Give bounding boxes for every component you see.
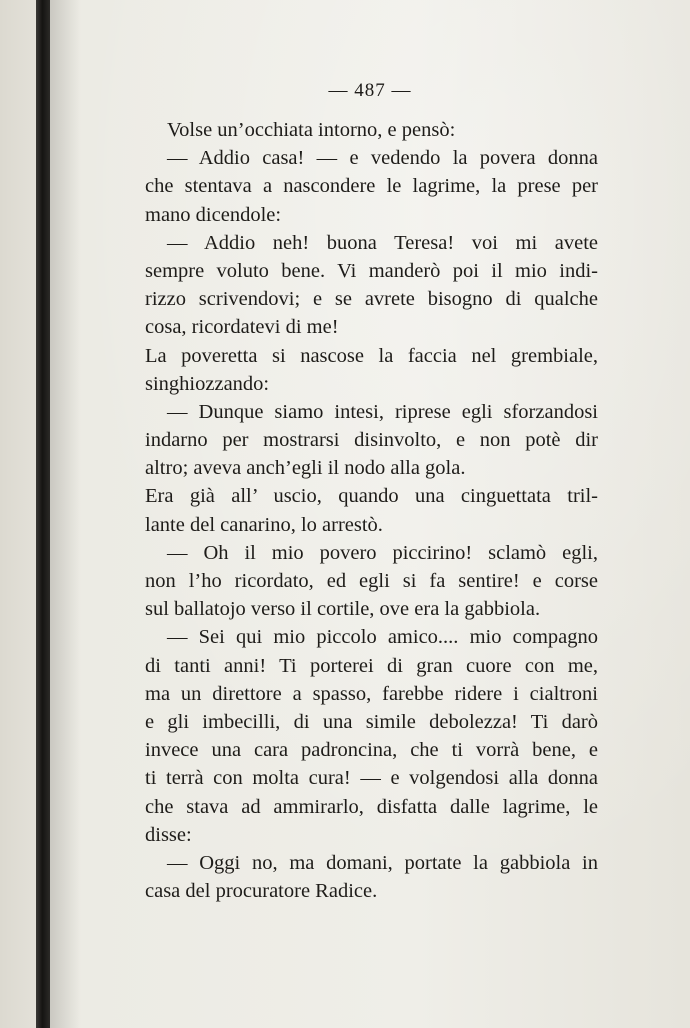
gutter-shadow [50,0,80,1028]
text-line: — Oggi no, ma domani, portate la gabbiola in [167,851,598,874]
text-line: singhiozzando: [145,372,270,395]
text-line: ti terrà con molta cura! — e volgendosi alla donna [145,767,598,790]
text-line: altro; aveva anch’egli il nodo alla gola. [145,457,466,480]
text-line: Volse un’occhiata intorno, e pensò: [167,119,456,141]
text-line: lante del canarino, lo arrestò. [145,513,383,536]
text-line: disse: [145,823,192,846]
text-line: — Addio neh! buona Teresa! voi mi avete [167,231,598,254]
text-line: che stava ad ammirarlo, disfatta dalle lagrime, le [145,795,598,818]
text-line: che stentava a nascondere le lagrime, la prese per [145,175,598,198]
text-line: di tanti anni! Ti porterei di gran cuore con me, [145,654,598,677]
text-line: La poveretta si nascose la faccia nel grembiale, [145,344,598,367]
text-line: — Oh il mio povero piccirino! sclamò egli, [167,541,598,564]
text-line: non l’ho ricordato, ed egli si fa sentire! e corse [145,570,598,592]
text-line: indarno per mostrarsi disinvolto, e non potè dir [145,429,598,452]
text-line: sempre voluto bene. Vi manderò poi il mio indi- [145,259,598,282]
text-line: e gli imbecilli, di una simile debolezza! Ti darò [145,710,598,733]
text-line: mano dicendole: [145,203,282,226]
text-line: cosa, ricordatevi di me! [145,316,339,339]
text-line: rizzo scrivendovi; e se avrete bisogno di qualche [145,288,598,311]
page-number: — 487 — [328,80,412,101]
text-line: Era già all’ uscio, quando una cinguettata tril- [145,485,598,508]
body-text [145,116,598,905]
text-line: — Sei qui mio piccolo amico.... mio compagno [167,626,598,649]
text-line: sul ballatojo verso il cortile, ove era la gabbiola. [145,598,541,621]
text-line: — Dunque siamo intesi, riprese egli sforzandosi [167,400,598,423]
text-line: — Addio casa! — e vedendo la povera donna [167,147,598,170]
text-line: casa del procuratore Radice. [145,880,378,903]
text-line: ma un direttore a spasso, farebbe ridere i cialtroni [145,682,598,705]
text-line: invece una cara padroncina, che ti vorrà bene, e [145,739,598,762]
book-binding-edge [36,0,50,1028]
